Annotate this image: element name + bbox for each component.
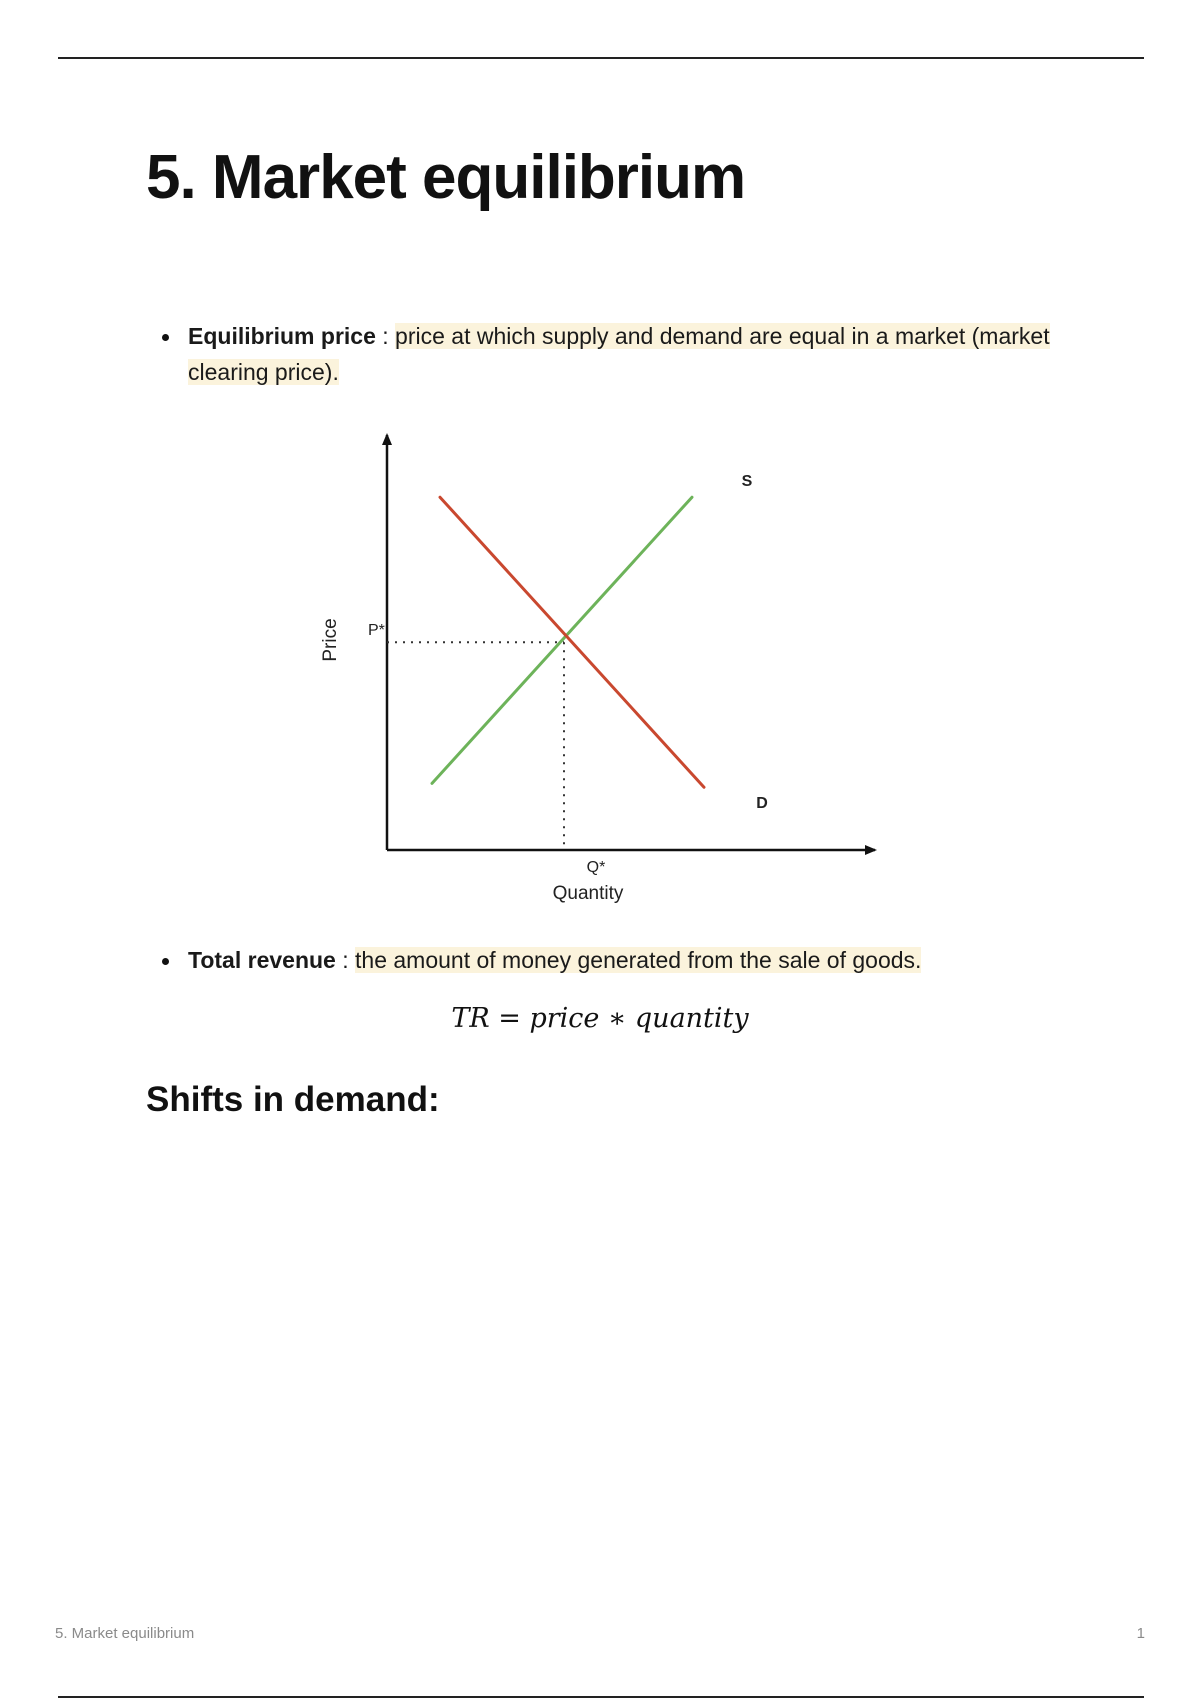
supply-curve-label: S [741,473,753,490]
section-heading-shifts-in-demand: Shifts in demand: [146,1080,440,1119]
top-rule [58,57,1144,59]
x-axis-label: Quantity [552,883,624,904]
price-marker-label: P* [368,622,385,639]
separator: : [335,947,356,973]
term-equilibrium-price: Equilibrium price [188,323,376,349]
supply-curve [432,497,692,783]
y-axis-label: Price [320,618,341,662]
demand-curve [440,497,704,787]
bottom-rule [58,1696,1144,1698]
footer-doc-name: 5. Market equilibrium [55,1625,195,1642]
bullet-total-revenue [160,942,1060,978]
total-revenue-formula: TR = price ∗ quantity [451,1003,749,1034]
page-title: 5. Market equilibrium [146,143,746,212]
supply-demand-chart [300,420,900,920]
quantity-marker-label: Q* [586,859,606,876]
chart-svg [300,420,900,920]
demand-curve-label: D [756,795,768,812]
definition-equilibrium-price: price at which supply and demand are equal in a market (market clearing price). [188,323,1050,385]
bullet-list-revenue [160,942,1060,978]
bullet-equilibrium-price [160,318,1060,390]
term-total-revenue: Total revenue [188,947,336,973]
bullet-list-definitions [160,318,1060,390]
footer-page-number: 1 [1136,1625,1145,1642]
separator: : [375,323,396,349]
definition-total-revenue: the amount of money generated from the sale of goods. [355,947,922,973]
